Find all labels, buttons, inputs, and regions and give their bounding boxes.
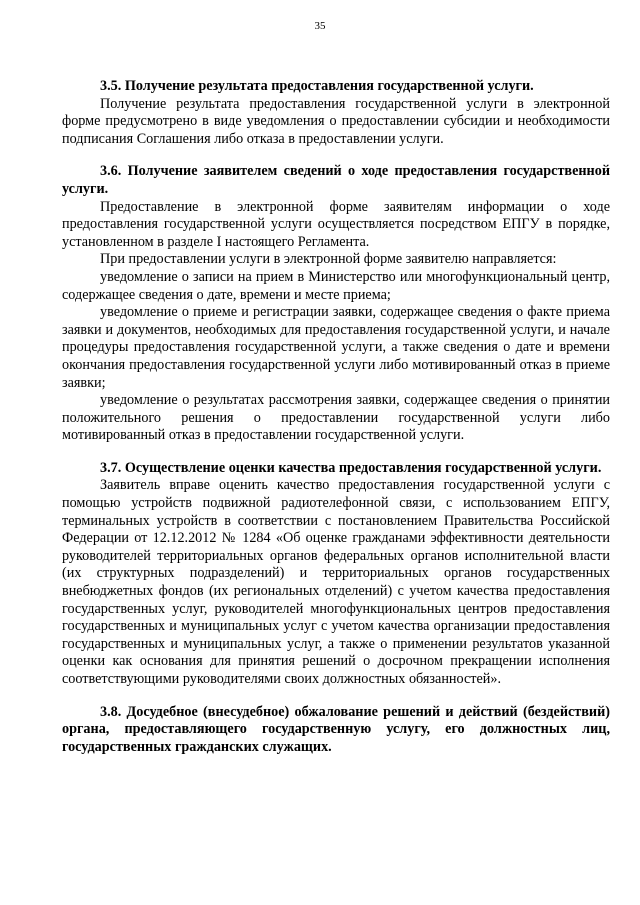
section-3-6 <box>62 163 610 445</box>
section-3-5 <box>62 78 610 148</box>
section-heading: 3.5. Получение результата предоставления государственной услуги. <box>100 78 534 94</box>
section-3-8 <box>62 704 610 757</box>
section-heading: 3.7. Осуществление оценки качества предоставления государственной услуги. <box>100 459 602 476</box>
paragraph: Предоставление в электронной форме заявителям информации о ходе предоставления государственной услуги осуществляется посредством ЕПГУ в порядке, установленном в разделе I настоящего Регламента. <box>62 198 610 250</box>
paragraph: Заявитель вправе оценить качество предоставления государственной услуги с помощью устройств подвижной радиотелефонной связи, с использованием ЕПГУ, терминальных устройств в соответствии с постановлением Правительства Российской Федерации от 12.12.2012 № 1284 «Об оценке гражданами эффективности деятельности руководителей территориальных органов федеральных органов исполнительной власти (их структурных подразделений) и территориальных органов государственных внебюджетных фондов (их региональных отделений) с учетом качества предоставления государственных услуг, руководителей многофункциональных центров предоставления государственных и муниципальных услуг с учетом качества организации предоставления государственных и муниципальных услуг, а также о применении результатов указанной оценки как основания для принятия решений о досрочном прекращении исполнения соответствующими руководителями своих должностных обязанностей». <box>62 477 610 687</box>
paragraph: Получение результата предоставления государственной услуги в электронной форме предусмотрено в виде уведомления о предоставлении субсидии и необходимости подписания Соглашения либо отказа в предоставлении услуги. <box>62 95 610 147</box>
section-heading: 3.6. Получение заявителем сведений о ходе предоставления государственной услуги. <box>62 163 610 197</box>
document-body <box>62 78 610 771</box>
paragraph: уведомление о записи на прием в Министерство или многофункциональный центр, содержащее сведения о дате, времени и месте приема; <box>62 268 610 303</box>
paragraph: уведомление о результатах рассмотрения заявки, содержащее сведения о принятии положительного решения о предоставлении государственной услуги либо мотивированный отказ в предоставлении государственной услуги. <box>62 392 610 444</box>
page-number: 35 <box>314 20 326 32</box>
paragraph: При предоставлении услуги в электронной форме заявителю направляется: <box>100 251 557 268</box>
section-heading: 3.8. Досудебное (внесудебное) обжалование решений и действий (бездействий) органа, предоставляющего государственную услугу, его должностных лиц, государственных гражданских служащих. <box>62 703 610 755</box>
section-3-7 <box>62 460 610 689</box>
paragraph: уведомление о приеме и регистрации заявки, содержащее сведения о факте приема заявки и документов, необходимых для предоставления государственной услуги, и начале процедуры предоставления государственной услуги, а также сведения о дате и времени окончания предоставления государственной услуги либо мотивированный отказ в приеме заявки; <box>62 304 610 391</box>
